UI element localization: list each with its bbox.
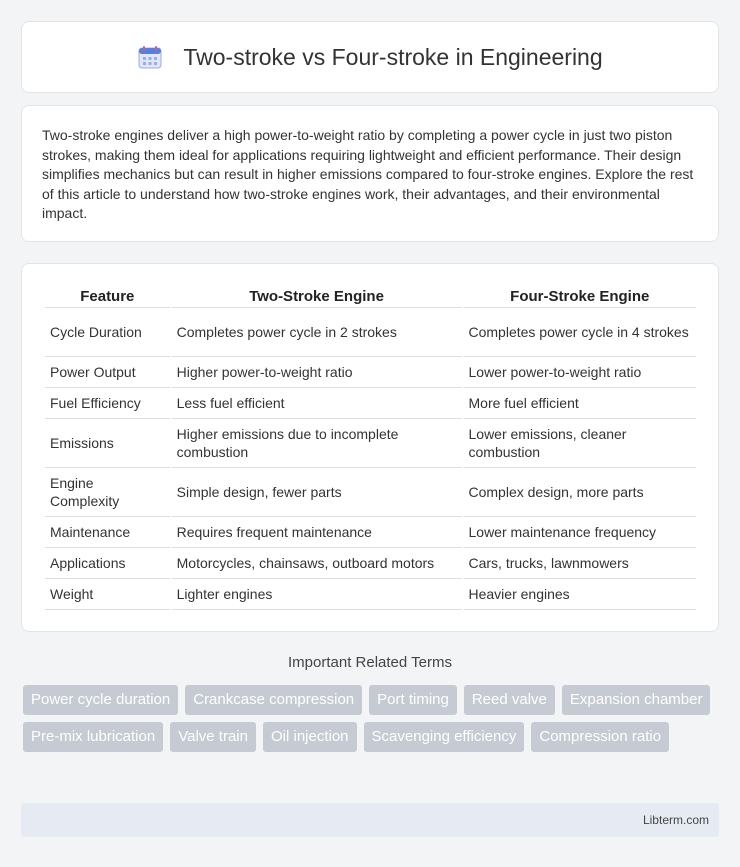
- table-cell-two-stroke: Higher emissions due to incomplete combustion: [172, 419, 462, 468]
- term-tag[interactable]: Port timing: [369, 685, 457, 715]
- comparison-table: [43, 284, 698, 610]
- term-tag[interactable]: Expansion chamber: [562, 685, 711, 715]
- table-header-feature: Feature: [45, 284, 170, 308]
- table-cell-two-stroke: Higher power-to-weight ratio: [172, 357, 462, 388]
- footer-site-link[interactable]: Libterm.com: [642, 813, 709, 827]
- table-cell-feature: Emissions: [45, 419, 170, 468]
- term-tag[interactable]: Reed valve: [464, 685, 555, 715]
- term-tag[interactable]: Pre-mix lubrication: [23, 722, 163, 752]
- term-tag[interactable]: Valve train: [170, 722, 256, 752]
- table-row: [45, 468, 696, 517]
- table-header-row: [45, 284, 696, 308]
- table-row: [45, 517, 696, 548]
- table-cell-feature: Fuel Efficiency: [45, 388, 170, 419]
- table-cell-two-stroke: Requires frequent maintenance: [172, 517, 462, 548]
- page-title: Two-stroke vs Four-stroke in Engineering: [183, 43, 603, 70]
- table-row: [45, 419, 696, 468]
- table-header-four-stroke: Four-Stroke Engine: [464, 284, 697, 308]
- table-row: [45, 308, 696, 357]
- table-cell-two-stroke: Simple design, fewer parts: [172, 468, 462, 517]
- table-cell-two-stroke: Less fuel efficient: [172, 388, 462, 419]
- comparison-table-card: [21, 263, 719, 632]
- table-cell-four-stroke: Heavier engines: [464, 579, 697, 610]
- term-tag[interactable]: Power cycle duration: [23, 685, 178, 715]
- related-terms-title: Important Related Terms: [288, 654, 452, 671]
- calendar-icon: [137, 44, 163, 70]
- table-header-two-stroke: Two-Stroke Engine: [172, 284, 462, 308]
- footer: [21, 803, 719, 837]
- table-cell-four-stroke: Lower maintenance frequency: [464, 517, 697, 548]
- table-cell-feature: Engine Complexity: [45, 468, 170, 517]
- table-cell-four-stroke: Lower power-to-weight ratio: [464, 357, 697, 388]
- intro-card: [21, 105, 719, 242]
- term-tag[interactable]: Compression ratio: [531, 722, 669, 752]
- table-cell-feature: Maintenance: [45, 517, 170, 548]
- table-cell-two-stroke: Completes power cycle in 2 strokes: [172, 308, 462, 357]
- table-cell-four-stroke: Cars, trucks, lawnmowers: [464, 548, 697, 579]
- table-cell-feature: Applications: [45, 548, 170, 579]
- term-tag[interactable]: Oil injection: [263, 722, 357, 752]
- table-cell-four-stroke: Completes power cycle in 4 strokes: [464, 308, 697, 357]
- table-cell-feature: Cycle Duration: [45, 308, 170, 357]
- table-row: [45, 579, 696, 610]
- table-cell-two-stroke: Lighter engines: [172, 579, 462, 610]
- term-tag[interactable]: Scavenging efficiency: [364, 722, 525, 752]
- related-terms-list: [23, 685, 723, 752]
- table-cell-two-stroke: Motorcycles, chainsaws, outboard motors: [172, 548, 462, 579]
- table-row: [45, 388, 696, 419]
- table-row: [45, 357, 696, 388]
- table-cell-four-stroke: More fuel efficient: [464, 388, 697, 419]
- term-tag[interactable]: Crankcase compression: [185, 685, 362, 715]
- table-cell-four-stroke: Complex design, more parts: [464, 468, 697, 517]
- table-cell-four-stroke: Lower emissions, cleaner combustion: [464, 419, 697, 468]
- table-row: [45, 548, 696, 579]
- table-cell-feature: Power Output: [45, 357, 170, 388]
- intro-text: Two-stroke engines deliver a high power-to-weight ratio by completing a power cycle in just two piston strokes, making them ideal for applications requiring lightweight and efficient performance. Their design simplifies mechanics but can result in higher emissions compared to four-stroke engines. Explore the rest of this article to understand how two-stroke engines work, their advantages, and their environmental impact.: [42, 127, 694, 221]
- header-card: [21, 21, 719, 93]
- table-cell-feature: Weight: [45, 579, 170, 610]
